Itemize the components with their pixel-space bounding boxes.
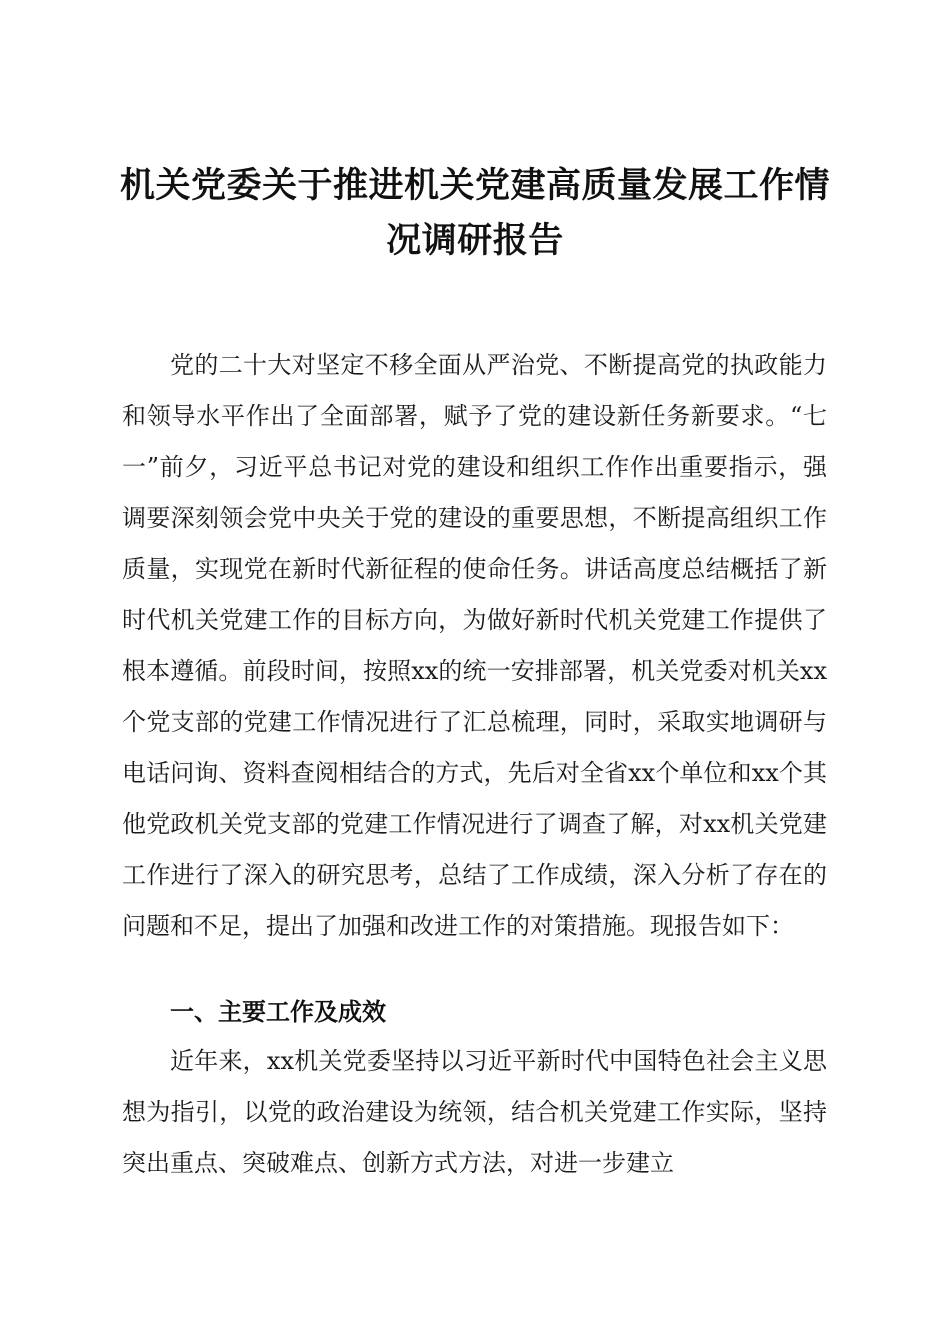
intro-paragraph: 党的二十大对坚定不移全面从严治党、不断提高党的执政能力和领导水平作出了全面部署，赋予了党的建设新任务新要求。“七一”前夕，习近平总书记对党的建设和组织工作作出重要指示，强调要深刻领会党中央关于党的建设的重要思想，不断提高组织工作质量，实现党在新时代新征程的使命任务。讲话高度总结概括了新时代机关党建工作的目标方向，为做好新时代机关党建工作提供了根本遵循。前段时间，按照xx的统一安排部署，机关党委对机关xx个党支部的党建工作情况进行了汇总梳理，同时，采取实地调研与电话问询、资料查阅相结合的方式，先后对全省xx个单位和xx个其他党政机关党支部的党建工作情况进行了调查了解，对xx机关党建工作进行了深入的研究思考，总结了工作成绩，深入分析了存在的问题和不足，提出了加强和改进工作的对策措施。现报告如下： <box>122 351 827 940</box>
section-heading: 一、主要工作及成效 <box>170 998 386 1026</box>
section-paragraph: 近年来，xx机关党委坚持以习近平新时代中国特色社会主义思想为指引，以党的政治建设为统领，结合机关党建工作实际，坚持突出重点、突破难点、创新方式方法，对进一步建立 <box>122 1047 827 1177</box>
document-title: 机关党委关于推进机关党建高质量发展工作情况调研报告 <box>120 165 831 261</box>
